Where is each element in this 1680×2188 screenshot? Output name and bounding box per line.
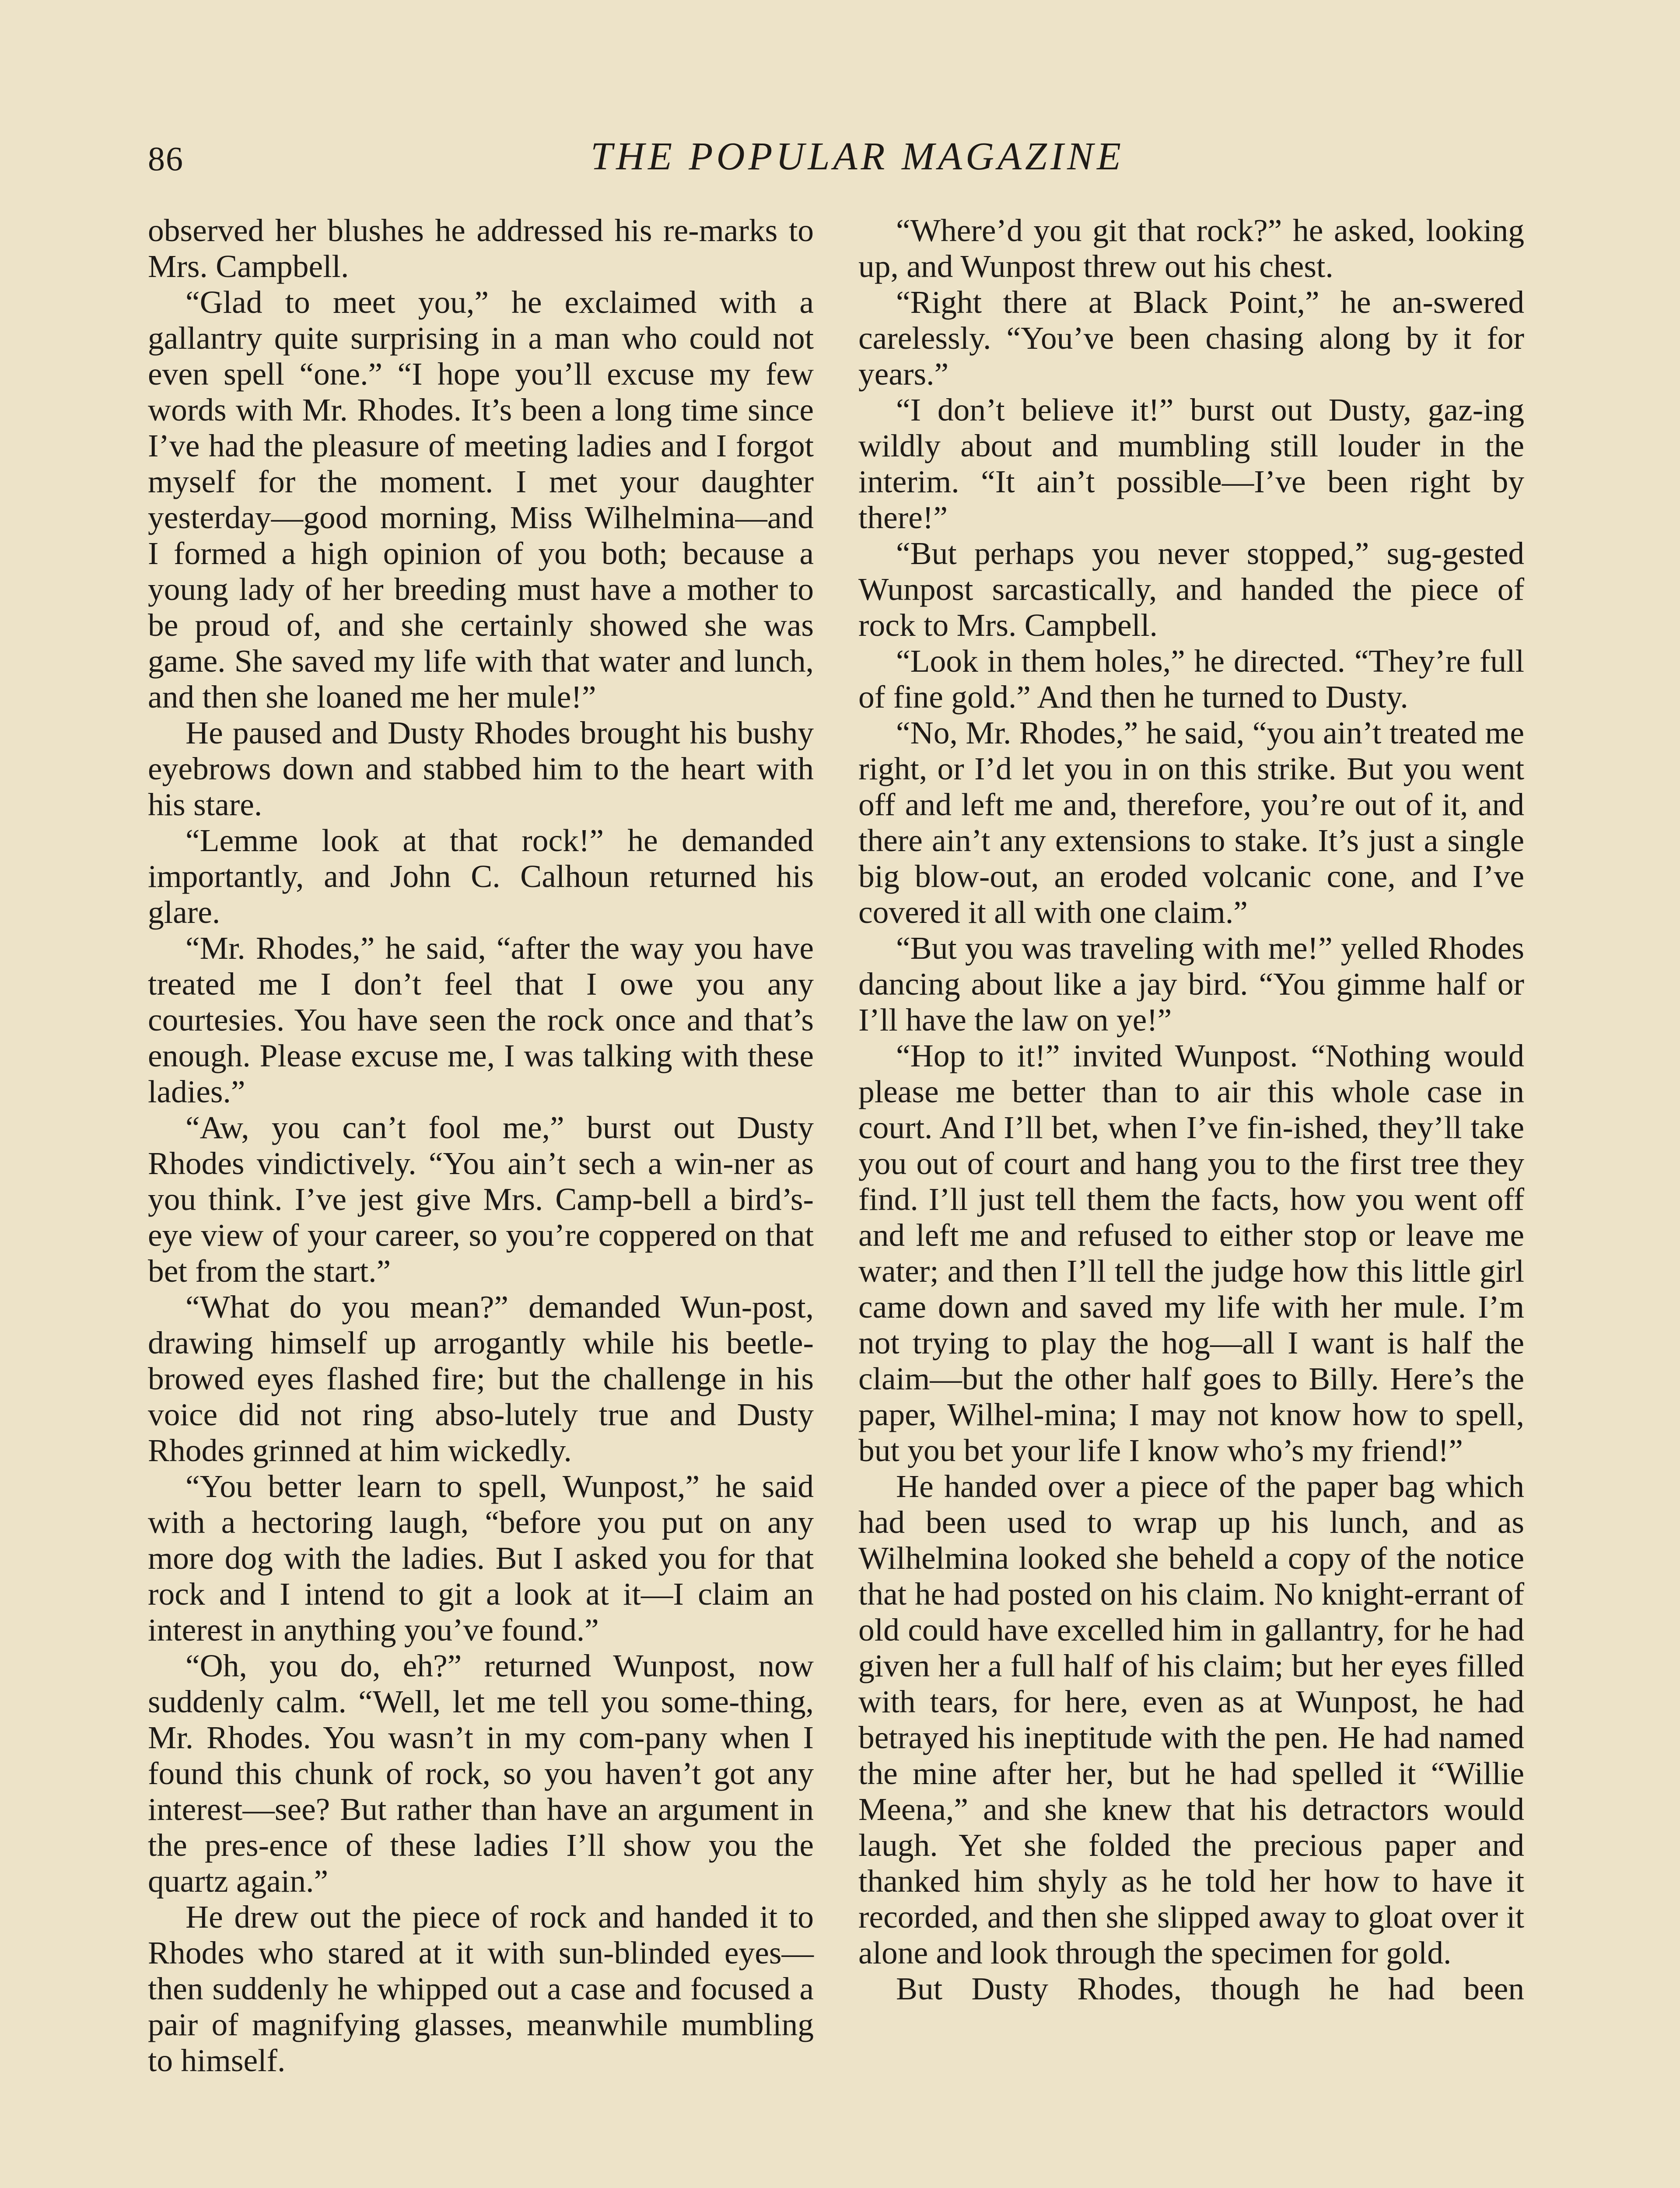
paragraph: “No, Mr. Rhodes,” he said, “you ain’t treated me right, or I’d let you in on this strike. But you went off and left me and, therefore, you’re out of it, and there ain’t any extensions to stake. It’s just a single big blow-out, an eroded volcanic cone, and I’ve covered it all with one claim.” — [858, 715, 1524, 930]
running-title: THE POPULAR MAGAZINE — [591, 135, 1124, 178]
paragraph: “Glad to meet you,” he exclaimed with a gallantry quite surprising in a man who could not even spell “one.” “I hope you’ll excuse my few words with Mr. Rhodes. It’s been a long time since I’ve had the pleasure of meeting ladies and I forgot myself for the moment. I met your daughter yesterday—good morning, Miss Wilhelmina—and I formed a high opinion of you both; because a young lady of her breeding must have a mother to be proud of, and she certainly showed she was game. She saved my life with that water and lunch, and then she loaned me her mule!” — [148, 284, 814, 715]
right-column — [858, 213, 1524, 2007]
paragraph: “You better learn to spell, Wunpost,” he said with a hectoring laugh, “before you put on any more dog with the ladies. But I asked you for that rock and I intend to git a look at it—I claim an interest in anything you’ve found.” — [148, 1469, 814, 1648]
paragraph: “Oh, you do, eh?” returned Wunpost, now suddenly calm. “Well, let me tell you some-thing, Mr. Rhodes. You wasn’t in my com-pany when I found this chunk of rock, so you haven’t got any interest—see? But rather than have an argument in the pres-ence of these ladies I’ll show you the quartz again.” — [148, 1648, 814, 1899]
paragraph: “But you was traveling with me!” yelled Rhodes dancing about like a jay bird. “You gimme half or I’ll have the law on ye!” — [858, 930, 1524, 1038]
paragraph: “Where’d you git that rock?” he asked, looking up, and Wunpost threw out his chest. — [858, 213, 1524, 284]
paragraph: “But perhaps you never stopped,” sug-gested Wunpost sarcastically, and handed the piece of rock to Mrs. Campbell. — [858, 536, 1524, 643]
paragraph: But Dusty Rhodes, though he had been — [896, 1971, 1524, 2006]
paragraph: “Right there at Black Point,” he an-swered carelessly. “You’ve been chasing along by it for years.” — [858, 284, 1524, 392]
paragraph: “Look in them holes,” he directed. “They’re full of fine gold.” And then he turned to Dusty. — [858, 643, 1524, 715]
paragraph: “What do you mean?” demanded Wun-post, drawing himself up arrogantly while his beetle-browed eyes flashed fire; but the challenge in his voice did not ring abso-lutely true and Dusty Rhodes grinned at him wickedly. — [148, 1289, 814, 1468]
paragraph: observed her blushes he addressed his re-marks to Mrs. Campbell. — [148, 213, 814, 284]
paragraph: “Aw, you can’t fool me,” burst out Dusty Rhodes vindictively. “You ain’t sech a win-ner as you think. I’ve jest give Mrs. Camp-bell a bird’s-eye view of your career, so you’re coppered on that bet from the start.” — [148, 1110, 814, 1289]
page-number: 86 — [148, 140, 184, 178]
paragraph: “Mr. Rhodes,” he said, “after the way you have treated me I don’t feel that I owe you any courtesies. You have seen the rock once and that’s enough. Please excuse me, I was talking with these ladies.” — [148, 930, 814, 1109]
paragraph: He paused and Dusty Rhodes brought his bushy eyebrows down and stabbed him to the heart with his stare. — [148, 715, 814, 822]
left-column — [148, 213, 814, 2079]
paragraph: “Hop to it!” invited Wunpost. “Nothing would please me better than to air this whole case in court. And I’ll bet, when I’ve fin-ished, they’ll take you out of court and hang you to the first tree they find. I’ll just tell them the facts, how you went off and left me and refused to either stop or leave me water; and then I’ll tell the judge how this little girl came down and saved my life with her mule. I’m not trying to play the hog—all I want is half the claim—but the other half goes to Billy. Here’s the paper, Wilhel-mina; I may not know how to spell, but you bet your life I know who’s my friend!” — [858, 1038, 1524, 1468]
paragraph: He drew out the piece of rock and handed it to Rhodes who stared at it with sun-blinded eyes—then suddenly he whipped out a case and focused a pair of magnifying glasses, meanwhile mumbling to himself. — [148, 1899, 814, 2078]
paragraph: “Lemme look at that rock!” he demanded importantly, and John C. Calhoun returned his glare. — [148, 823, 814, 930]
paragraph: “I don’t believe it!” burst out Dusty, gaz-ing wildly about and mumbling still louder in the interim. “It ain’t possible—I’ve been right by there!” — [858, 392, 1524, 535]
paragraph: He handed over a piece of the paper bag which had been used to wrap up his lunch, and as Wilhelmina looked she beheld a copy of the notice that he had posted on his claim. No knight-errant of old could have excelled him in gallantry, for he had given her a full half of his claim; but her eyes filled with tears, for here, even as at Wunpost, he had betrayed his ineptitude with the pen. He had named the mine after her, but he had spelled it “Willie Meena,” and she knew that his detractors would laugh. Yet she folded the precious paper and thanked him shyly as he told her how to have it recorded, and then she slipped away to gloat over it alone and look through the specimen for gold. — [858, 1469, 1524, 1971]
